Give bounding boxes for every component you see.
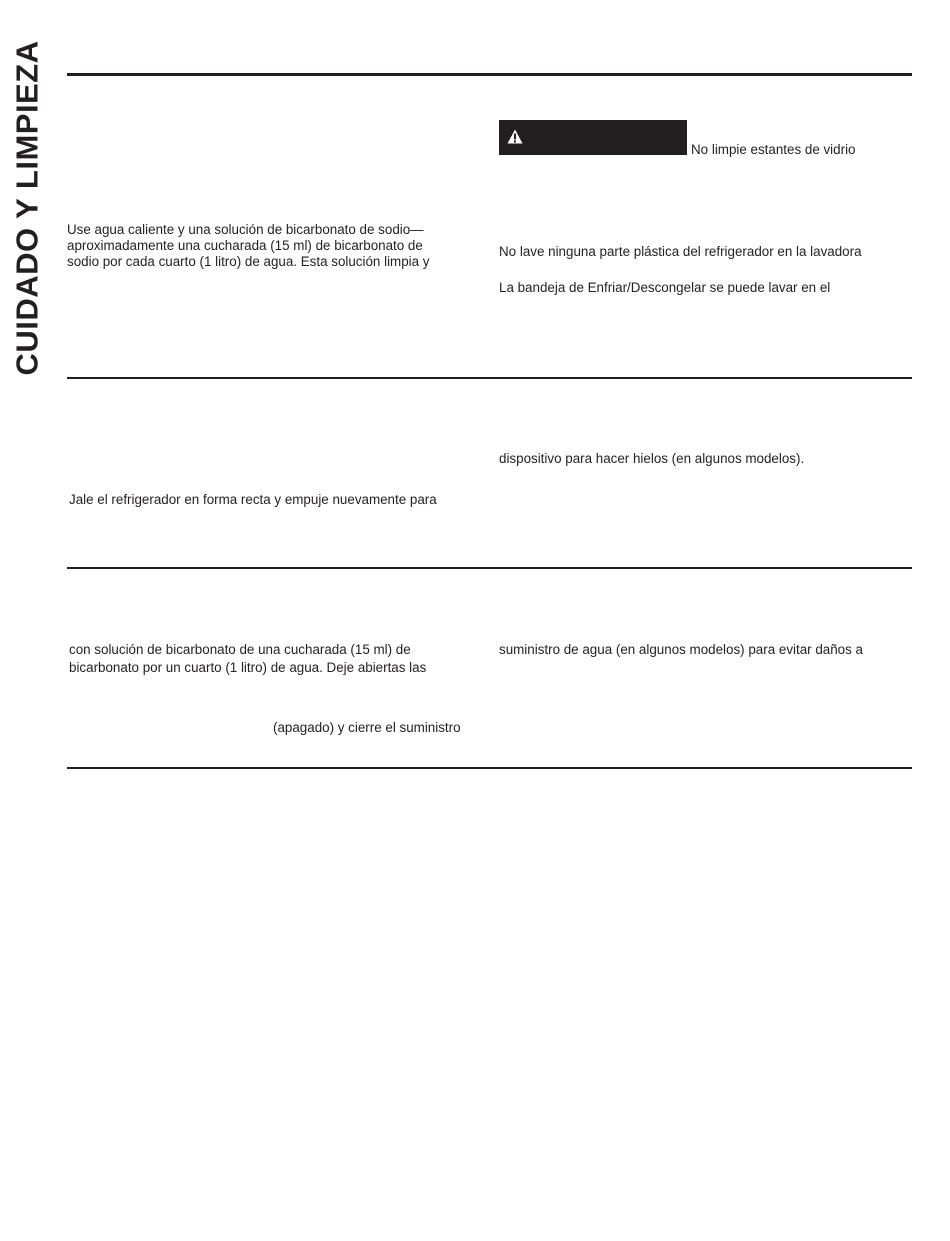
paragraph-line: bicarbonato por un cuarto (1 litro) de agua. Deje abiertas las [69, 660, 427, 675]
paragraph-line: sodio por cada cuarto (1 litro) de agua. Esta solución limpia y [67, 254, 430, 269]
paragraph-line: suministro de agua (en algunos modelos) para evitar daños a [499, 642, 863, 657]
warning-triangle-icon [507, 129, 523, 144]
side-section-title [4, 30, 52, 386]
warning-label [499, 120, 687, 155]
paragraph-line: con solución de bicarbonato de una cucharada (15 ml) de [69, 642, 411, 657]
top-divider [67, 73, 912, 76]
paragraph-line: La bandeja de Enfriar/Descongelar se puede lavar en el [499, 280, 831, 295]
paragraph-line: dispositivo para hacer hielos (en algunos modelos). [499, 451, 805, 466]
paragraph-line: Use agua caliente y una solución de bicarbonato de sodio— [67, 222, 424, 237]
paragraph-line: (apagado) y cierre el suministro [273, 720, 461, 735]
paragraph-line: Jale el refrigerador en forma recta y empuje nuevamente para [69, 492, 437, 507]
bottom-divider [67, 767, 912, 769]
paragraph-line: aproximadamente una cucharada (15 ml) de bicarbonato de [67, 238, 423, 253]
section-divider [67, 377, 912, 379]
paragraph-line: No lave ninguna parte plástica del refrigerador en la lavadora [499, 244, 862, 259]
warning-text: No limpie estantes de vidrio [691, 142, 856, 157]
section-divider [67, 567, 912, 569]
side-title-text: CUIDADO Y LIMPIEZA [10, 40, 46, 376]
